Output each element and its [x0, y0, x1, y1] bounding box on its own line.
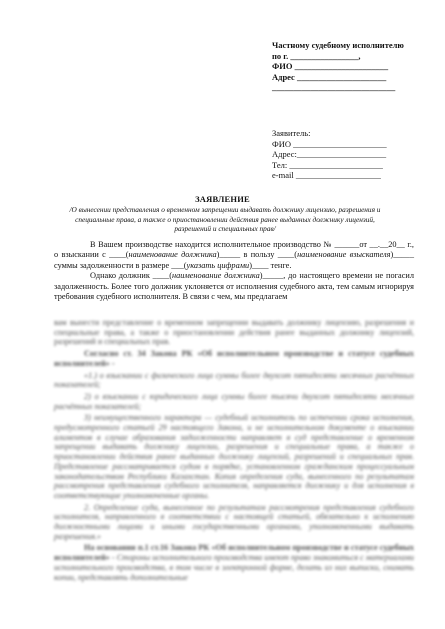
document-body [54, 240, 414, 302]
body-paragraph-1: В Вашем производстве находится исполнительное производство № ______от __.__20__ г., о взыскании с ____(наименование должника)_____ в пользу ____(наименование взыскателя)_____ суммы задолженности в размере ___(указать цифрами)____ тенге. [54, 240, 414, 270]
blurred-paragraph: На основании п.1 ст.16 Закона РК «Об исполнительном производстве и статусе судебных исполнителей» - Стороны исполнительного производства имеют право знакомиться с материалами исполнительного производства, в том числе в электронной форме, делать из них выписки, снимать копии, представлять дополнительные [54, 543, 414, 582]
document-title: ЗАЯВЛЕНИЕ [195, 194, 250, 204]
blurred-paragraph: вам вынести представление о временном запрещении выдавать должнику лицензию, разрешения и специальные права, а также о приостановлении действия ранее выданных должнику лицензий, разрешений и специальных прав. [54, 318, 414, 347]
recipient-fio: ФИО ______________________ [272, 61, 389, 71]
applicant-fio: ФИО ______________________ [272, 138, 387, 149]
applicant-address: Адрес:_____________________ [272, 149, 387, 160]
blurred-paragraph: 3) неимущественного характера — судебный исполнитель по истечении срока исполнения, предусмотренного статьей 29 настоящего Закона, и не исполнительном документе о взыскании алиментов в случае образования задолженности направляет в суд представление о временном запрещении выдавать должнику лицензии, разрешения и специальные права, а также о приостановлении действия ранее выданных должнику лицензий, разрешений и специальных прав. Представление рассматривается судом в порядке, установленном гражданским процессуальным законодательством Республики Казахстан. Копия определения суда, вынесенного по результатам рассмотрения представления судебного исполнителя, направляется должнику и для исполнения в соответствующие уполномоченные органы. [54, 413, 414, 500]
recipient-city: по г. ________________, [272, 50, 361, 61]
blurred-paragraph: Согласно ст. 34 Закона РК «Об исполнительном производстве и статусе судебных исполнителей» - [54, 349, 414, 368]
recipient-block [272, 40, 422, 93]
applicant-email: e-mail ____________________ [272, 170, 381, 181]
recipient-address: Адрес _____________________ [272, 71, 387, 82]
blurred-paragraph: 2. Определение суда, вынесенное по результатам рассмотрения представления судебного исполнителя, направленного в соответствии с настоящей статьей, обязательно к исполнению должностными лицами и иными государственными органами, уполномоченными выдавать разрешения.» [54, 502, 414, 541]
blurred-paragraph: 2) о взыскании с юридического лица суммы более тысячи двухсот пятидесяти месячных расчётных показателей; [54, 391, 414, 411]
applicant-block [272, 128, 422, 181]
applicant-label: Заявитель: [272, 128, 311, 138]
applicant-phone: Тел: ______________________ [272, 159, 383, 170]
recipient-address-cont: _____________________________ [272, 82, 396, 92]
blurred-paragraph: «1.) о взыскании с физического лица суммы более двухсот пятидесяти месячных расчётных показателей; [54, 370, 414, 390]
document-subtitle: /О вынесении представления о временном запрещении выдавать должнику лицензию, разрешения и специальные права, а также о приостановлении действия ранее выданных должнику лицензий, разрешений и специальных прав/ [69, 205, 381, 234]
recipient-title: Частному судебному исполнителю [272, 40, 404, 50]
body-paragraph-2: Однако должник ____(наименование должника)_____, до настоящего времени не погасил задолженность. Более того должник уклоняется от исполнения судебного акта, тем самым игнорируя требования судебного исполнителя. В связи с чем, мы предлагаем [54, 271, 414, 302]
blurred-preview-text [54, 318, 414, 584]
